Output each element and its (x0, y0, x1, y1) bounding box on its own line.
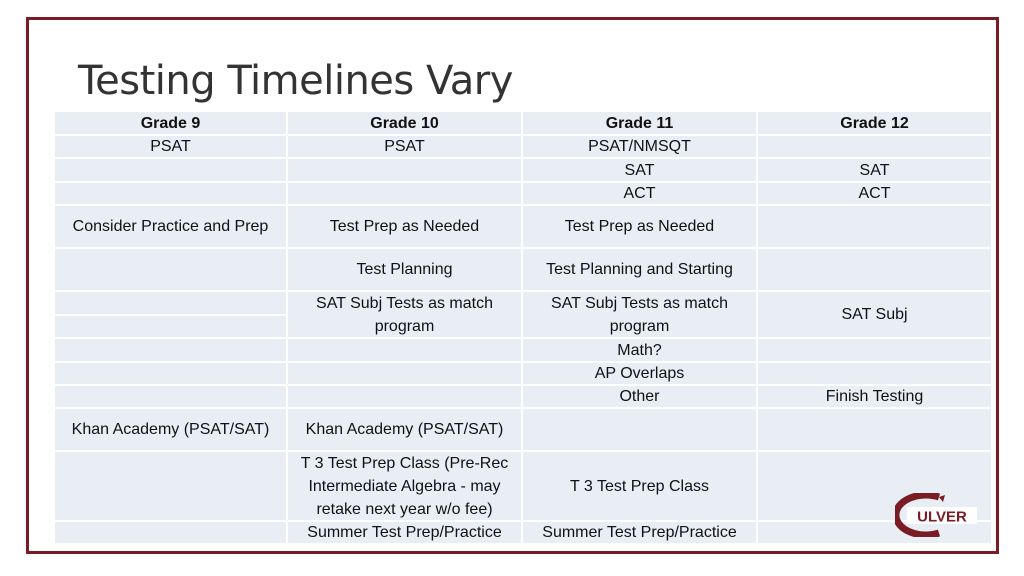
cell-empty (758, 206, 991, 249)
header-grade-9: Grade 9 (55, 112, 286, 136)
cell-other-grade-11: Other (523, 386, 756, 409)
cell-t3-grade-10: T 3 Test Prep Class (Pre-Rec Intermediate Algebra - may retake next year w/o fee) (288, 452, 521, 522)
cell-sat-subj-grade-10: SAT Subj Tests as match program (288, 292, 521, 339)
cell-act-grade-12: ACT (758, 183, 991, 206)
cell-empty (758, 363, 991, 386)
cell-empty (758, 136, 991, 159)
cell-empty (288, 159, 521, 183)
cell-act-grade-11: ACT (523, 183, 756, 206)
cell-empty (55, 183, 286, 206)
cell-khan-grade-9: Khan Academy (PSAT/SAT) (55, 409, 286, 452)
cell-empty (288, 183, 521, 206)
cell-empty (55, 522, 286, 545)
cell-prep-grade-9: Consider Practice and Prep (55, 206, 286, 249)
logo-text: ULVER (917, 508, 967, 526)
cell-math-grade-11: Math? (523, 339, 756, 363)
cell-psat-grade-11: PSAT/NMSQT (523, 136, 756, 159)
cell-empty (55, 159, 286, 183)
cell-empty (288, 339, 521, 363)
cell-sat-grade-11: SAT (523, 159, 756, 183)
cell-prep-grade-11: Test Prep as Needed (523, 206, 756, 249)
cell-empty (288, 363, 521, 386)
cell-sat-subj-grade-12: SAT Subj (758, 292, 991, 339)
cell-empty (55, 363, 286, 386)
cell-sat-grade-12: SAT (758, 159, 991, 183)
cell-planning-grade-11: Test Planning and Starting (523, 249, 756, 292)
header-grade-10: Grade 10 (288, 112, 521, 136)
cell-khan-grade-10: Khan Academy (PSAT/SAT) (288, 409, 521, 452)
cell-t3-grade-11: T 3 Test Prep Class (523, 452, 756, 522)
slide-title: Testing Timelines Vary (78, 58, 513, 104)
cell-prep-grade-10: Test Prep as Needed (288, 206, 521, 249)
cell-empty (758, 249, 991, 292)
header-grade-12: Grade 12 (758, 112, 991, 136)
cell-psat-grade-9: PSAT (55, 136, 286, 159)
cell-psat-grade-10: PSAT (288, 136, 521, 159)
timeline-table (55, 112, 987, 545)
cell-summer-grade-11: Summer Test Prep/Practice (523, 522, 756, 545)
culver-logo (895, 493, 983, 537)
cell-empty (55, 452, 286, 522)
cell-ap-grade-11: AP Overlaps (523, 363, 756, 386)
cell-planning-grade-10: Test Planning (288, 249, 521, 292)
cell-summer-grade-10: Summer Test Prep/Practice (288, 522, 521, 545)
cell-empty (758, 339, 991, 363)
cell-empty (55, 249, 286, 292)
cell-empty (288, 386, 521, 409)
cell-empty (55, 316, 286, 339)
header-grade-11: Grade 11 (523, 112, 756, 136)
cell-finish-grade-12: Finish Testing (758, 386, 991, 409)
cell-empty (758, 409, 991, 452)
cell-empty (523, 409, 756, 452)
cell-empty (55, 292, 286, 316)
cell-empty (55, 339, 286, 363)
cell-sat-subj-grade-11: SAT Subj Tests as match program (523, 292, 756, 339)
cell-empty (55, 386, 286, 409)
